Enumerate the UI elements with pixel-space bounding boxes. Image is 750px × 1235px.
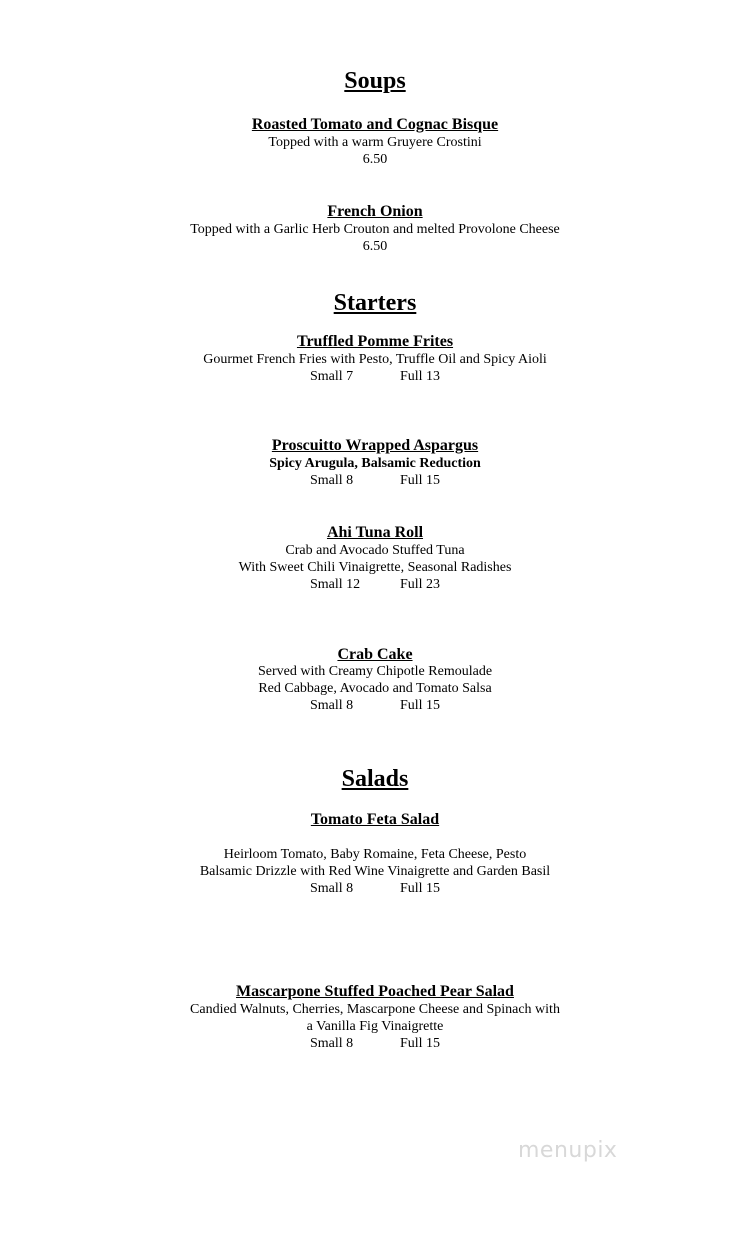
section-title-soups: Soups	[344, 68, 406, 94]
price-full: Full 13	[399, 369, 441, 384]
menu-item-name: Crab Cake	[337, 646, 413, 663]
menu-item-price-row	[0, 880, 750, 897]
menu-item-name: Roasted Tomato and Cognac Bisque	[251, 116, 499, 133]
menu-item-name: Ahi Tuna Roll	[326, 524, 424, 541]
price-small: Small 8	[309, 698, 354, 713]
menu-item-name: French Onion	[327, 203, 423, 220]
menu-item-description: Red Cabbage, Avocado and Tomato Salsa	[258, 681, 492, 696]
section-title-starters: Starters	[333, 290, 417, 316]
price-full: Full 15	[399, 881, 441, 896]
menu-item-name: Tomato Feta Salad	[310, 811, 440, 828]
menu-item-price: 6.50	[362, 239, 388, 254]
menu-item-description: Gourmet French Fries with Pesto, Truffle Oil and Spicy Aioli	[203, 352, 547, 367]
menu-item-description: Candied Walnuts, Cherries, Mascarpone Cheese and Spinach with	[190, 1002, 560, 1017]
menu-item-description: Topped with a warm Gruyere Crostini	[268, 135, 482, 150]
menu-item-description: Heirloom Tomato, Baby Romaine, Feta Cheese, Pesto	[223, 847, 527, 862]
menu-item-description: Served with Creamy Chipotle Remoulade	[257, 664, 493, 679]
watermark-logo: menupix	[518, 1138, 618, 1163]
menu-item-description: Crab and Avocado Stuffed Tuna	[285, 543, 465, 558]
price-small: Small 7	[309, 369, 354, 384]
menu-item-price-row	[0, 1035, 750, 1052]
price-small: Small 12	[309, 577, 361, 592]
price-full: Full 15	[399, 1036, 441, 1051]
price-full: Full 15	[399, 473, 441, 488]
price-small: Small 8	[309, 473, 354, 488]
menu-item-name: Proscuitto Wrapped Aspargus	[271, 437, 479, 454]
menu-item-description: a Vanilla Fig Vinaigrette	[306, 1019, 444, 1034]
menu-item-price-row	[0, 368, 750, 385]
menu-item-description: With Sweet Chili Vinaigrette, Seasonal Radishes	[238, 560, 512, 575]
price-full: Full 23	[399, 577, 441, 592]
section-title-salads: Salads	[341, 766, 409, 792]
menu-item-description: Balsamic Drizzle with Red Wine Vinaigrette and Garden Basil	[199, 864, 551, 879]
price-small: Small 8	[309, 881, 354, 896]
price-full: Full 15	[399, 698, 441, 713]
menu-item-name: Truffled Pomme Frites	[296, 333, 454, 350]
menu-item-name: Mascarpone Stuffed Poached Pear Salad	[236, 983, 514, 1000]
menu-item-description: Topped with a Garlic Herb Crouton and melted Provolone Cheese	[190, 222, 560, 237]
menu-item-price-row	[0, 697, 750, 714]
menu-item-description: Spicy Arugula, Balsamic Reduction	[269, 456, 481, 471]
menu-item-price: 6.50	[362, 152, 388, 167]
menu-item-price-row	[0, 576, 750, 593]
price-small: Small 8	[309, 1036, 354, 1051]
menu-item-price-row	[0, 472, 750, 489]
